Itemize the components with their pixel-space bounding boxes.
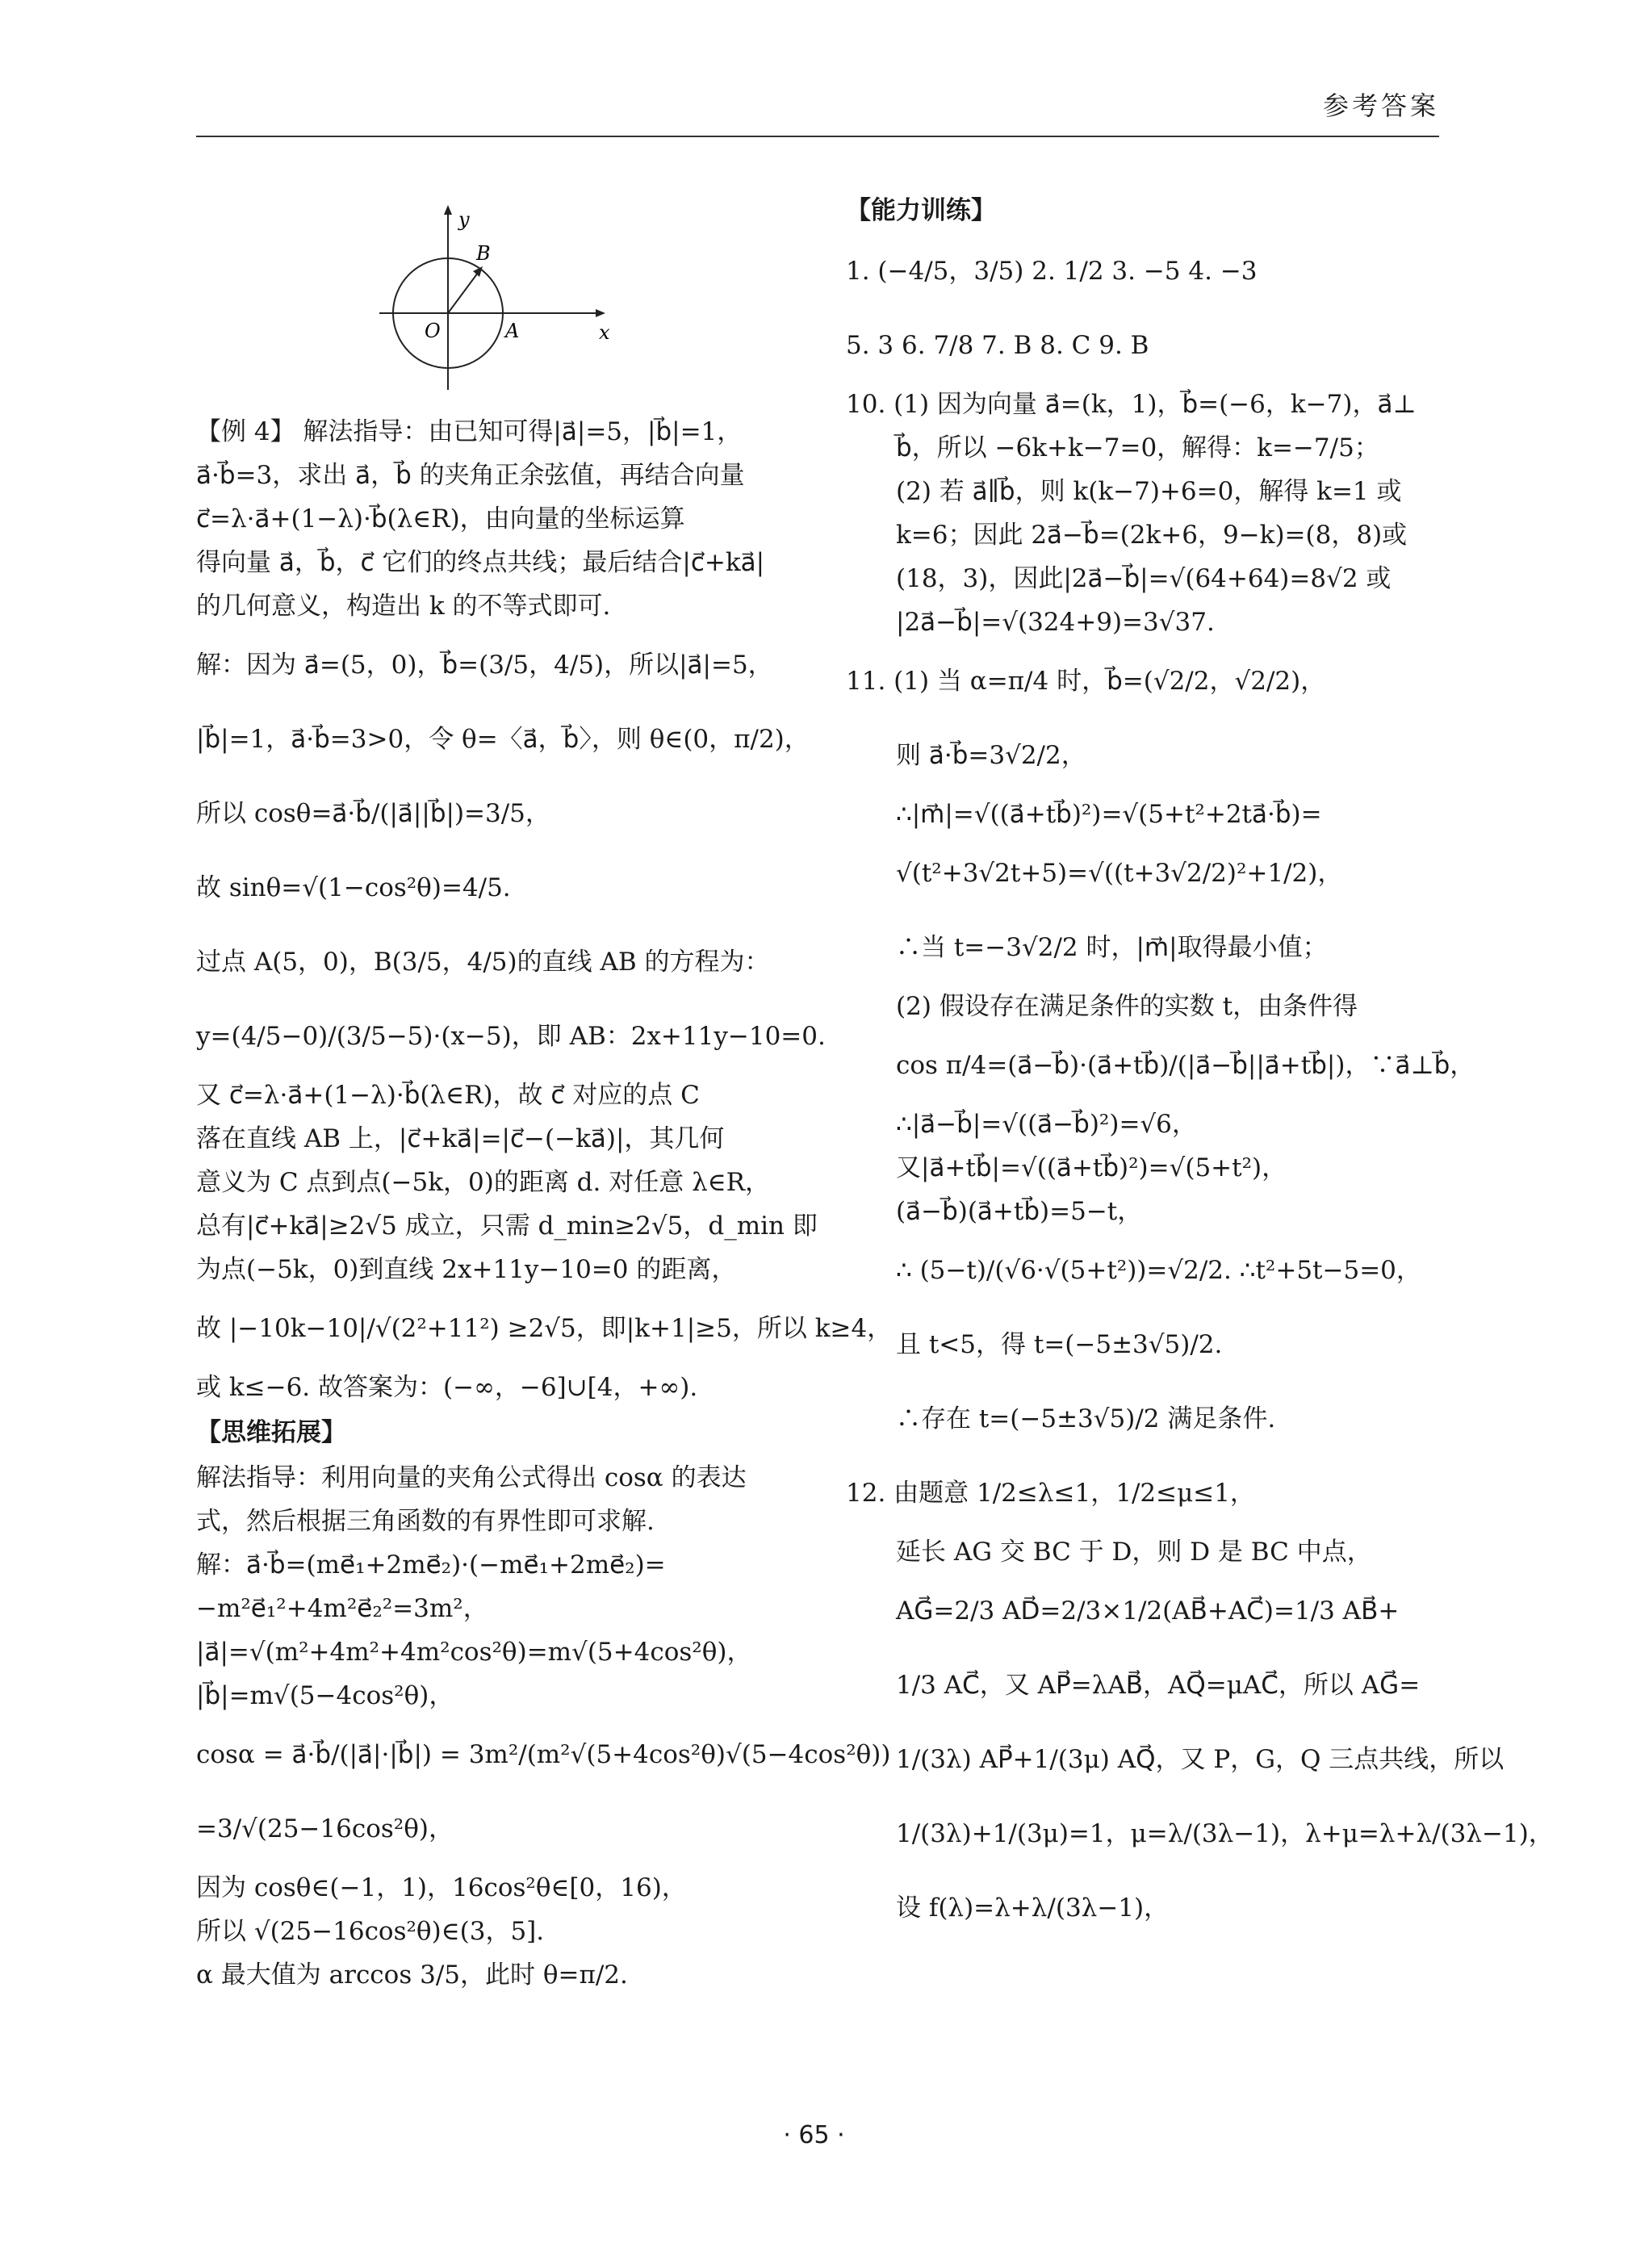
q12-line: 1/(3λ)+1/(3μ)=1，μ=λ/(3λ−1)，λ+μ=λ+λ/(3λ−1)， xyxy=(896,1819,1554,1848)
q11-line: ∴|a⃗−b⃗|=√((a⃗−b⃗)²)=√6， xyxy=(896,1110,1197,1139)
text-line: cosα = a⃗·b⃗/(|a⃗|·|b⃗|) = 3m²/(m²√(5+4cos²θ)√(5−4cos²θ)) xyxy=(196,1740,891,1769)
text-line: 又 c⃗=λ·a⃗+(1−λ)·b⃗(λ∈R)，故 c⃗ 对应的点 C xyxy=(196,1081,700,1110)
answers-row-2: 5. 3 6. 7/8 7. B 8. C 9. B xyxy=(846,331,1149,360)
text-line: c⃗=λ·a⃗+(1−λ)·b⃗(λ∈R)，由向量的坐标运算 xyxy=(196,504,685,534)
text-line: |b⃗|=m√(5−4cos²θ)， xyxy=(196,1681,454,1710)
text-line: 故 sinθ=√(1−cos²θ)=4/5. xyxy=(196,873,511,902)
section-title-extension: 【思维拓展】 xyxy=(196,1418,346,1447)
label-x: x xyxy=(599,321,610,344)
text-line: 式，然后根据三角函数的有界性即可求解. xyxy=(196,1507,655,1536)
text-line: 落在直线 AB 上，|c⃗+ka⃗|=|c⃗−(−ka⃗)|，其几何 xyxy=(196,1124,725,1153)
text-line: 故 |−10k−10|/√(2²+11²) ≥2√5，即|k+1|≥5，所以 k≥4， xyxy=(196,1314,893,1343)
text-line: |b⃗|=1，a⃗·b⃗=3>0，令 θ=〈a⃗，b⃗〉，则 θ∈(0，π/2)， xyxy=(196,725,810,754)
section-title-training: 【能力训练】 xyxy=(846,196,996,225)
text-line: 意义为 C 点到点(−5k，0)的距离 d. 对任意 λ∈R， xyxy=(196,1168,771,1197)
q12-line: 1/(3λ) AP⃗+1/(3μ) AQ⃗，又 P，G，Q 三点共线，所以 xyxy=(896,1745,1505,1774)
q10-line: 10. (1) 因为向量 a⃗=(k，1)，b⃗=(−6，k−7)，a⃗⊥ xyxy=(846,390,1417,419)
q11-line: (2) 假设存在满足条件的实数 t，由条件得 xyxy=(896,992,1358,1021)
q10-line: (2) 若 a⃗∥b⃗，则 k(k−7)+6=0，解得 k=1 或 xyxy=(896,477,1402,506)
text-line: =3/√(25−16cos²θ)， xyxy=(196,1814,454,1843)
q10-line: b⃗，所以 −6k+k−7=0，解得：k=−7/5； xyxy=(896,433,1379,462)
q12-line: 1/3 AC⃗，又 AP⃗=λAB⃗，AQ⃗=μAC⃗，所以 AG⃗= xyxy=(896,1671,1421,1700)
q11-line: (a⃗−b⃗)(a⃗+tb⃗)=5−t， xyxy=(896,1197,1143,1226)
q11-line: 且 t<5，得 t=(−5±3√5)/2. xyxy=(896,1330,1223,1359)
q11-line: ∴当 t=−3√2/2 时，|m⃗|取得最小值； xyxy=(896,933,1328,962)
text-line: 解：a⃗·b⃗=(me⃗₁+2me⃗₂)·(−me⃗₁+2me⃗₂)= xyxy=(196,1550,666,1580)
x-axis-arrow xyxy=(596,309,605,317)
text-line: |a⃗|=√(m²+4m²+4m²cos²θ)=m√(5+4cos²θ)， xyxy=(196,1638,752,1667)
q11-line: ∴存在 t=(−5±3√5)/2 满足条件. xyxy=(896,1404,1276,1433)
q10-line: k=6；因此 2a⃗−b⃗=(2k+6，9−k)=(8，8)或 xyxy=(896,521,1408,550)
text-line: −m²e⃗₁²+4m²e⃗₂²=3m²， xyxy=(196,1594,488,1623)
q12-line: AG⃗=2/3 AD⃗=2/3×1/2(AB⃗+AC⃗)=1/3 AB⃗+ xyxy=(896,1596,1400,1626)
q10-line: (18，3)，因此|2a⃗−b⃗|=√(64+64)=8√2 或 xyxy=(896,564,1392,593)
text-line: 解法指导：利用向量的夹角公式得出 cosα 的表达 xyxy=(196,1463,747,1492)
text-line: 解：因为 a⃗=(5，0)，b⃗=(3/5，4/5)，所以|a⃗|=5， xyxy=(196,651,773,680)
unit-circle-figure xyxy=(371,200,613,394)
text-line: 所以 cosθ=a⃗·b⃗/(|a⃗||b⃗|)=3/5， xyxy=(196,799,550,828)
q12-line: 延长 AG 交 BC 于 D，则 D 是 BC 中点， xyxy=(896,1538,1372,1567)
q12-line: 12. 由题意 1/2≤λ≤1，1/2≤μ≤1， xyxy=(846,1479,1255,1508)
q10-line: |2a⃗−b⃗|=√(324+9)=3√37. xyxy=(896,608,1215,637)
text-line: α 最大值为 arccos 3/5，此时 θ=π/2. xyxy=(196,1960,628,1990)
q11-line: ∴ (5−t)/(√6·√(5+t²))=√2/2. ∴t²+5t−5=0， xyxy=(896,1256,1421,1285)
text-line: 过点 A(5，0)，B(3/5，4/5)的直线 AB 的方程为： xyxy=(196,948,770,977)
q11-line: 11. (1) 当 α=π/4 时，b⃗=(√2/2，√2/2)， xyxy=(846,667,1326,696)
text-line: 因为 cosθ∈(−1，1)，16cos²θ∈[0，16)， xyxy=(196,1873,687,1902)
text-line: 所以 √(25−16cos²θ)∈(3，5]. xyxy=(196,1917,545,1946)
q11-line: 又|a⃗+tb⃗|=√((a⃗+tb⃗)²)=√(5+t²)， xyxy=(896,1153,1287,1182)
label-b: B xyxy=(476,242,491,265)
text-line: 的几何意义，构造出 k 的不等式即可. xyxy=(196,592,611,621)
q11-line: ∴|m⃗|=√((a⃗+tb⃗)²)=√(5+t²+2ta⃗·b⃗)= xyxy=(896,800,1322,829)
page-header xyxy=(196,81,1439,137)
q11-line: √(t²+3√2t+5)=√((t+3√2/2)²+1/2)， xyxy=(896,859,1343,888)
text-line: 得向量 a⃗，b⃗，c⃗ 它们的终点共线；最后结合|c⃗+ka⃗| xyxy=(196,548,765,577)
q11-line: cos π/4=(a⃗−b⃗)·(a⃗+tb⃗)/(|a⃗−b⃗||a⃗+tb⃗|)，∵a⃗⊥b⃗， xyxy=(896,1051,1475,1080)
header-title: 参考答案 xyxy=(1322,90,1439,121)
right-column xyxy=(846,187,1554,1945)
example-4-line: 【例 4】 解法指导：由已知可得|a⃗|=5，|b⃗|=1， xyxy=(196,417,743,446)
label-y: y xyxy=(458,208,470,231)
text-line: 为点(−5k，0)到直线 2x+11y−10=0 的距离， xyxy=(196,1255,737,1284)
page-number: · 65 · xyxy=(783,2121,845,2149)
text-line: 总有|c⃗+ka⃗|≥2√5 成立，只需 d_min≥2√5，d_min 即 xyxy=(196,1211,818,1241)
label-a: A xyxy=(505,320,520,342)
text-line: a⃗·b⃗=3，求出 a⃗，b⃗ 的夹角正余弦值，再结合向量 xyxy=(196,461,745,490)
left-column xyxy=(196,410,893,1997)
q12-line: 设 f(λ)=λ+λ/(3λ−1)， xyxy=(896,1893,1170,1923)
answers-row-1: 1. (−4/5，3/5) 2. 1/2 3. −5 4. −3 xyxy=(846,257,1258,286)
vector-ob xyxy=(448,270,480,313)
y-axis-arrow xyxy=(444,205,452,215)
text-line: y=(4/5−0)/(3/5−5)·(x−5)，即 AB：2x+11y−10=0. xyxy=(196,1022,826,1051)
q11-line: 则 a⃗·b⃗=3√2/2， xyxy=(896,741,1086,770)
label-o: O xyxy=(425,320,441,342)
text-line: 或 k≤−6. 故答案为：(−∞，−6]∪[4，+∞). xyxy=(196,1373,698,1402)
